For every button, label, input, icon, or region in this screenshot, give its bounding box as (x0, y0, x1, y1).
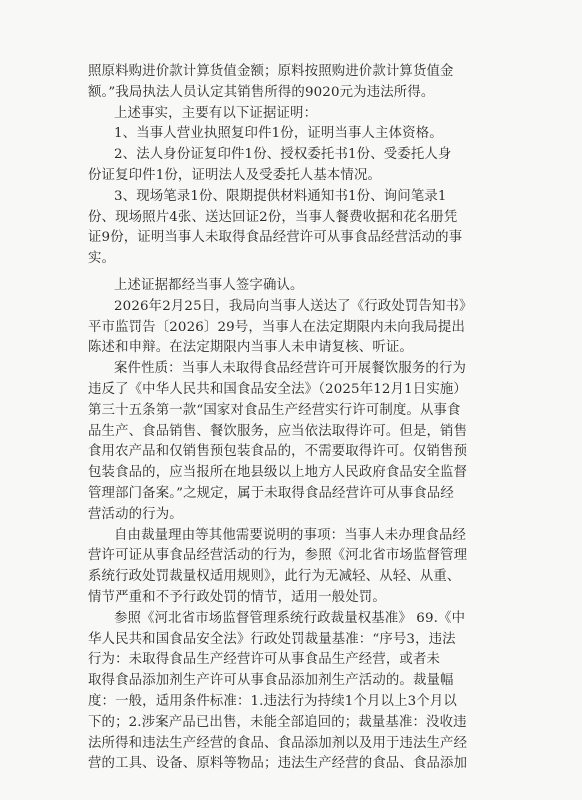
text-line: 上述证据都经当事人签字确认。 (114, 277, 304, 293)
text-line: 额。”我局执法人员认定其销售所得的9020元为违法所得。 (88, 84, 435, 100)
text-line: 情节严重和不予行政处罚的情节，适用一般处罚。 (88, 589, 386, 605)
text-line: 食用农产品和仅销售预包装食品的，不需要取得许可。仅销售预 (88, 444, 468, 460)
text-line: 2026年2月25日，我局向当事人送达了《行政处罚告知书》 (114, 298, 473, 314)
text-line: 管理部门备案。”之规定，属于未取得食品经营许可从事食品经 (88, 485, 454, 501)
text-line: 实。 (88, 251, 116, 267)
text-line: 2、法人身份证复印件1份、授权委托书1份、受委托人身 (114, 147, 452, 163)
text-line: 营的工具、设备、原料等物品；违法生产经营的食品、食品添加 (88, 756, 468, 772)
text-line: 度：一般，适用条件标准：1.违法行为持续1个月以上3个月以 (88, 693, 457, 709)
text-line: 证9份，证明当事人未取得食品经营许可从事食品经营活动的事 (88, 230, 463, 246)
text-line: 陈述和申辩。在法定期限内当事人未申请复核、听证。 (88, 340, 413, 356)
text-line: 行为：未取得食品生产经营许可从事食品生产经营，或者未 (88, 652, 441, 668)
text-line: 上述事实，主要有以下证据证明： (114, 105, 318, 121)
text-line: 法所得和违法生产经营的食品、食品添加剂以及用于违法生产经 (88, 735, 468, 751)
text-line: 营许可证从事食品经营活动的行为，参照《河北省市场监督管理 (88, 548, 468, 564)
text-line: 第三十五条第一款“国家对食品生产经营实行许可制度。从事食 (88, 402, 461, 418)
text-line: 照原料购进价款计算货值金额；原料按照购进价款计算货值金 (88, 64, 454, 79)
text-line: 1、当事人营业执照复印件1份，证明当事人主体资格。 (114, 126, 443, 142)
text-line: 系统行政处罚裁量权适用规则》，此行为无减轻、从轻、从重、 (88, 569, 461, 585)
text-line: 3、现场笔录1份、限期提供材料通知书1份、询问笔录1 (114, 188, 447, 204)
text-line: 营活动的行为。 (88, 506, 183, 522)
text-line: 参照《河北省市场监督管理系统行政裁量权基准》 69.《中 (114, 610, 466, 626)
text-line: 平市监罚告〔2026〕29号，当事人在法定期限内未向我局提出 (88, 319, 465, 335)
text-line: 份证复印件1份，证明法人及受委托人基本情况。 (88, 167, 382, 183)
text-line: 案件性质：当事人未取得食品经营许可开展餐饮服务的行为 (114, 361, 467, 377)
text-line: 份、现场照片4张、送达回证2份，当事人餐费收据和花名册凭 (88, 209, 458, 225)
document-body (88, 62, 494, 775)
text-line: 华人民共和国食品安全法》行政处罚裁量基准：“序号3，违法 (88, 631, 456, 647)
text-line: 包装食品的，应当报所在地县级以上地方人民政府食品安全监督 (88, 465, 468, 481)
text-line: 违反了《中华人民共和国食品安全法》（2025年12月1日实施） (88, 381, 467, 397)
text-line: 品生产、食品销售、餐饮服务，应当依法取得许可。但是，销售 (88, 423, 468, 439)
text-line: 自由裁量理由等其他需要说明的事项：当事人未办理食品经 (114, 527, 467, 543)
text-line: 取得食品添加剂生产许可从事食品添加剂生产活动的。裁量幅 (88, 673, 454, 689)
text-line: 下的；2.涉案产品已出售，未能全部追回的；裁量基准：没收违 (88, 714, 467, 730)
